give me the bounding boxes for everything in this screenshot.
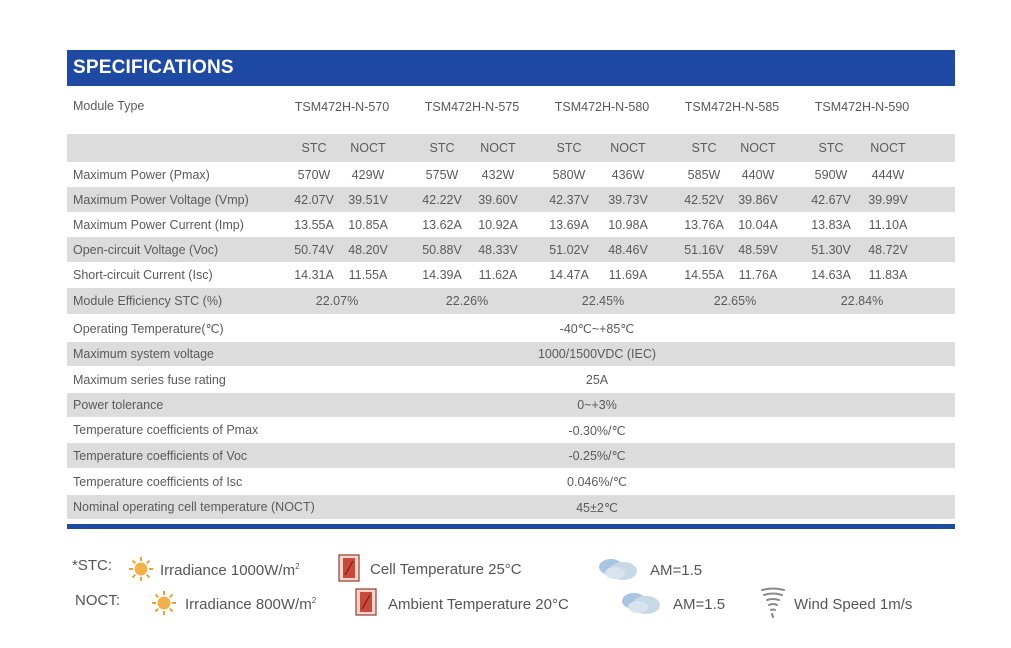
value-cell: 48.33V [478, 242, 518, 257]
spec-row-common [67, 342, 955, 366]
stc-header: STC [429, 141, 455, 155]
spec-row-common [67, 366, 955, 393]
value-cell: 42.22V [422, 192, 462, 207]
value-cell: 11.69A [608, 268, 648, 282]
row-label: Power tolerance [73, 398, 164, 412]
cloud-icon [618, 587, 664, 617]
value-cell: 444W [871, 167, 905, 182]
model-name: TSM472H-N-580 [554, 100, 650, 114]
stc-header: STC [818, 141, 844, 155]
value-cell: 575W [425, 167, 459, 182]
value-cell: 39.73V [608, 192, 648, 207]
noct-header: NOCT [480, 141, 516, 155]
value-cell: 10.04A [738, 217, 778, 232]
spec-row-vmp [67, 187, 955, 212]
value-cell: 42.52V [684, 192, 724, 207]
stc-irradiance-text: Irradiance 1000W/m [160, 562, 296, 579]
model-name: TSM472H-N-585 [684, 100, 780, 114]
value-cell: 22.45% [581, 294, 625, 308]
value-cell: 42.37V [549, 192, 589, 207]
spec-row-common [67, 417, 955, 443]
stc-am: AM=1.5 [650, 562, 703, 579]
value-cell: 11.76A [738, 268, 778, 282]
noct-header: NOCT [740, 141, 776, 155]
stc-irradiance [160, 562, 300, 579]
value-cell: 39.99V [868, 192, 908, 207]
cloud-icon [595, 553, 641, 583]
value-cell: 13.62A [422, 217, 462, 232]
spec-row-efficiency [67, 288, 955, 314]
spec-row-common [67, 495, 955, 519]
value-cell: 14.39A [422, 268, 462, 282]
noct-ambient-temp: Ambient Temperature 20°C [388, 596, 569, 613]
thermometer-icon [353, 587, 379, 617]
thermometer-icon [336, 553, 362, 583]
spec-title-bar [67, 50, 955, 86]
stc-prefix: *STC: [72, 557, 113, 574]
value-cell: 11.83A [868, 268, 908, 282]
row-label: Maximum series fuse rating [73, 372, 226, 387]
spec-title: SPECIFICATIONS [73, 57, 234, 78]
row-label: Operating Temperature(℃) [73, 321, 224, 336]
noct-irradiance [185, 596, 316, 613]
spec-table [67, 88, 955, 519]
value-cell: 39.51V [348, 192, 388, 207]
value-cell: 11.55A [348, 268, 388, 282]
value-cell: 51.30V [811, 242, 851, 257]
row-label: Maximum Power Voltage (Vmp) [73, 192, 249, 207]
value-cell: 13.69A [549, 217, 589, 232]
row-label: Temperature coefficients of Pmax [73, 423, 259, 437]
noct-header: NOCT [610, 141, 646, 155]
value-cell: 11.62A [478, 268, 518, 282]
row-label: Maximum system voltage [73, 347, 215, 361]
value-cell: 22.65% [713, 294, 757, 308]
superscript: 2 [311, 596, 317, 605]
noct-wind-speed: Wind Speed 1m/s [794, 596, 913, 613]
table-bottom-rule [67, 524, 955, 529]
superscript: 2 [295, 562, 300, 571]
value-cell: 1000/1500VDC (IEC) [537, 347, 657, 361]
row-label: Short-circuit Current (Isc) [73, 268, 213, 282]
model-name: TSM472H-N-590 [814, 100, 910, 114]
value-cell: -0.30%/℃ [568, 423, 626, 438]
spec-row-common [67, 393, 955, 417]
value-cell: 51.16V [684, 242, 724, 257]
value-cell: 570W [297, 167, 331, 182]
value-cell: 440W [741, 167, 775, 182]
value-cell: 50.74V [294, 242, 334, 257]
value-cell: 590W [814, 167, 848, 182]
value-cell: 436W [611, 167, 645, 182]
value-cell: 22.26% [445, 294, 489, 308]
spec-row-isc [67, 262, 955, 288]
stc-cell-temp: Cell Temperature 25°C [370, 561, 522, 578]
spec-row-common [67, 468, 955, 495]
model-name: TSM472H-N-570 [294, 100, 390, 114]
stc-header: STC [301, 141, 327, 155]
row-label: Module Efficiency STC (%) [73, 294, 223, 308]
value-cell: 11.10A [868, 217, 908, 232]
value-cell: 14.31A [294, 268, 334, 282]
tornado-icon [760, 586, 786, 618]
value-cell: 0~+3% [577, 398, 617, 412]
stc-header: STC [691, 141, 717, 155]
value-cell: 39.86V [738, 192, 778, 207]
noct-prefix: NOCT: [75, 592, 120, 609]
value-cell: 50.88V [422, 242, 462, 257]
spec-row-imp [67, 212, 955, 237]
spec-row-pmax [67, 162, 955, 187]
value-cell: 22.07% [315, 294, 359, 308]
spec-row-voc [67, 237, 955, 262]
value-cell: 39.60V [478, 192, 518, 207]
value-cell: 10.98A [608, 217, 648, 232]
row-label: Open-circuit Voltage (Voc) [73, 242, 219, 257]
value-cell: 48.59V [738, 242, 778, 257]
row-label: Temperature coefficients of Voc [73, 448, 248, 463]
value-cell: 48.72V [868, 242, 908, 257]
value-cell: 42.67V [811, 192, 851, 207]
module-type-row [67, 88, 955, 134]
value-cell: 13.83A [811, 217, 851, 232]
value-cell: 51.02V [549, 242, 589, 257]
model-name: TSM472H-N-575 [424, 100, 520, 114]
value-cell: 22.84% [840, 294, 884, 308]
value-cell: 14.55A [684, 268, 724, 282]
row-label: Maximum Power (Pmax) [73, 167, 210, 182]
value-cell: 10.85A [348, 217, 388, 232]
sun-icon [128, 556, 154, 582]
value-cell: 429W [351, 167, 385, 182]
value-cell: 13.55A [294, 217, 334, 232]
value-cell: 432W [481, 167, 515, 182]
value-cell: 13.76A [684, 217, 724, 232]
value-cell: 42.07V [294, 192, 334, 207]
spec-row-common [67, 314, 955, 342]
value-cell: -40℃~+85℃ [559, 321, 635, 336]
noct-header: NOCT [870, 141, 906, 155]
row-label: Nominal operating cell temperature (NOCT) [73, 500, 315, 514]
stc-header: STC [556, 141, 582, 155]
value-cell: 14.47A [549, 268, 589, 282]
value-cell: 585W [687, 167, 721, 182]
value-cell: 14.63A [811, 268, 851, 282]
value-cell: 45±2℃ [576, 500, 618, 515]
condition-header-row [67, 134, 955, 162]
noct-am: AM=1.5 [673, 596, 726, 613]
noct-irradiance-text: Irradiance 800W/m [185, 596, 312, 613]
row-label: Temperature coefficients of Isc [73, 474, 243, 489]
value-cell: 48.20V [348, 242, 388, 257]
module-type-label: Module Type [73, 99, 145, 113]
row-label: Maximum Power Current (Imp) [73, 217, 244, 232]
value-cell: 25A [585, 372, 609, 387]
value-cell: 0.046%/℃ [567, 475, 627, 489]
value-cell: 48.46V [608, 242, 648, 257]
sun-icon [151, 590, 177, 616]
value-cell: 580W [552, 167, 586, 182]
spec-row-common [67, 443, 955, 468]
value-cell: 10.92A [478, 217, 518, 232]
noct-header: NOCT [350, 141, 386, 155]
value-cell: -0.25%/℃ [568, 449, 626, 463]
